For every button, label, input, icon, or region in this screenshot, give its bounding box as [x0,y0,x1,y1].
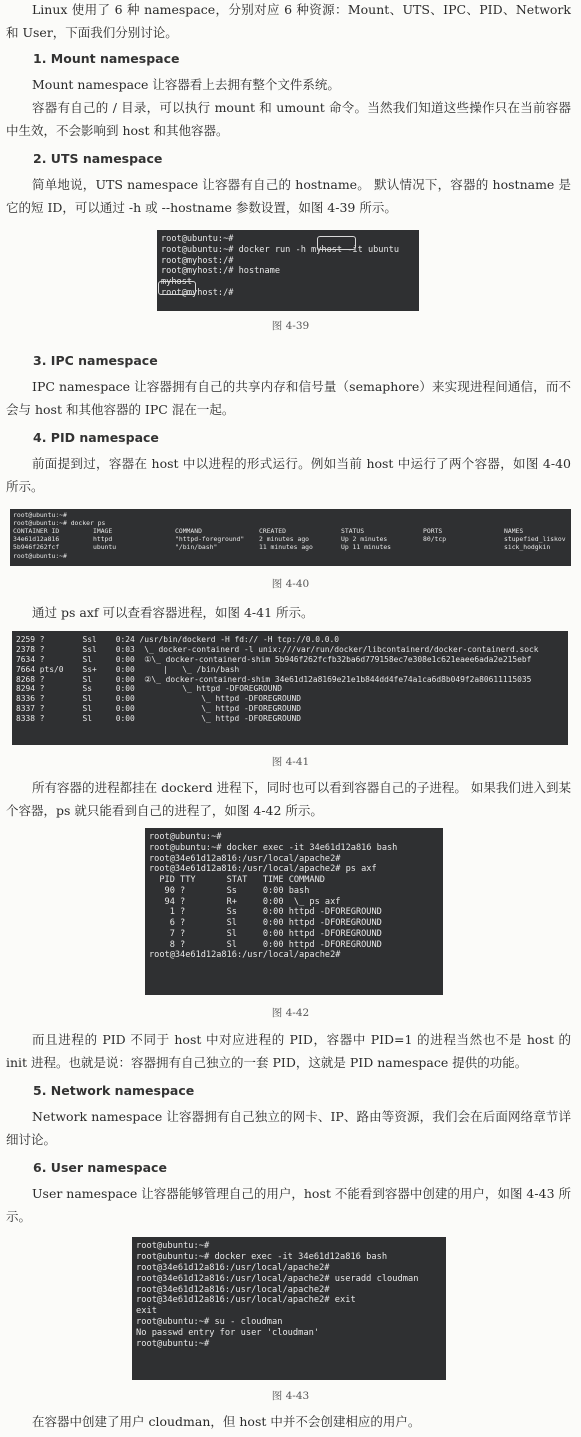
terminal-line: root@myhost:/# [161,255,234,266]
table-cell: ubuntu [93,543,117,551]
terminal-line: root@34e61d12a816:/usr/local/apache2# [136,1284,330,1295]
terminal-line: 8 ? Sl 0:00 httpd -DFOREGROUND [149,939,382,950]
terminal-line: root@34e61d12a816:/usr/local/apache2# [136,1262,330,1273]
terminal-line: 8337 ? Sl 0:00 \_ httpd -DFOREGROUND [16,704,302,714]
terminal-figure-4-43 [132,1237,446,1380]
heading-mount: 1. Mount namespace [33,51,180,66]
column-header: CREATED [259,527,286,535]
terminal-line: 2378 ? Ssl 0:03 \_ docker-containerd -l unix:///var/run/docker/libcontainerd/docker-containerd.sock [16,644,539,654]
terminal-figure-4-42 [145,828,443,995]
table-cell: Up 2 minutes [341,535,388,543]
heading-user: 6. User namespace [33,1160,167,1175]
figure-caption-4-40: 图 4-40 [271,578,310,590]
prompt-line: root@ubuntu:~# [13,552,67,560]
column-header: STATUS [341,527,365,535]
table-cell: 2 minutes ago [259,535,310,543]
figure-caption-4-41: 图 4-41 [271,756,310,768]
terminal-line: 8268 ? Sl 0:00 ②\_ docker-containerd-shim 34e61d12a8169e21e1b844dd4fe74a1ca6d8b049f2a80611115035 [16,674,532,684]
terminal-line: No passwd entry for user 'cloudman' [136,1328,320,1338]
column-header: IMAGE [93,527,113,535]
terminal-line: 2259 ? Ssl 0:24 /usr/bin/dockerd -H fd:// -H tcp://0.0.0.0 [16,635,340,644]
figure-caption-4-39: 图 4-39 [271,320,310,332]
heading-pid: 4. PID namespace [33,430,159,445]
table-cell: 80/tcp [423,535,447,543]
network-paragraph: Network namespace 让容器拥有自己独立的网卡、IP、路由等资源，我们会在后面网络章节详细讨论。 [6,1109,571,1147]
terminal-line: root@ubuntu:~# su - cloudman [136,1317,283,1328]
heading-uts: 2. UTS namespace [33,151,163,166]
highlight-box-option [317,236,356,250]
table-cell: 11 minutes ago [259,543,313,551]
pid-paragraph-1: 前面提到过，容器在 host 中以进程的形式运行。例如当前 host 中运行了两个容器，如图 4-40 所示。 [6,456,571,494]
final-paragraph: 在容器中创建了用户 cloudman，但 host 中并不会创建相应的用户。 [32,1414,421,1429]
table-cell: sick_hodgkin [504,543,551,551]
terminal-figure-4-41 [12,631,568,745]
mount-paragraph-1: Mount namespace 让容器看上去拥有整个文件系统。 [32,77,340,92]
table-cell: "/bin/bash" [175,543,218,551]
ipc-paragraph: IPC namespace 让容器拥有自己的共享内存和信号量（semaphore）来实现进程间通信，而不会与 host 和其他容器的 IPC 混在一起。 [6,379,571,417]
terminal-line: 8338 ? Sl 0:00 \_ httpd -DFOREGROUND [16,714,302,723]
terminal-line: root@34e61d12a816:/usr/local/apache2# ps axf [149,864,377,875]
terminal-line: myhost [161,277,193,287]
user-paragraph: User namespace 让容器能够管理自己的用户，host 不能看到容器中创建的用户，如图 4-43 所示。 [6,1186,571,1224]
prompt-line: root@ubuntu:~# docker ps [13,519,106,527]
terminal-line: root@ubuntu:~# [136,1338,210,1349]
pid-paragraph-2: 通过 ps axf 可以查看容器进程，如图 4-41 所示。 [32,605,314,620]
terminal-figure-4-40 [10,509,571,566]
terminal-line: root@myhost:/# [161,287,234,298]
terminal-line: 94 ? R+ 0:00 \_ ps axf [149,896,341,907]
terminal-line: PID TTY STAT TIME COMMAND [149,875,325,885]
column-header: CONTAINER ID [13,527,60,535]
pid-paragraph-4: 而且进程的 PID 不同于 host 中对应进程的 PID，容器中 PID=1 的进程当然也不是 host 的 init 进程。也就是说：容器拥有自己独立的一套 PID，这就是 PID namespace 提供的功能。 [6,1032,571,1070]
table-cell: Up 11 minutes [341,543,392,551]
column-header: COMMAND [175,527,202,535]
figure-caption-4-43: 图 4-43 [271,1390,310,1402]
terminal-line: root@ubuntu:~# [161,234,234,244]
mount-paragraph-2: 容器有自己的 / 目录，可以执行 mount 和 umount 命令。当然我们知道这些操作只在当前容器中生效，不会影响到 host 和其他容器。 [6,100,571,138]
terminal-line: root@ubuntu:~# docker run -h myhost -it ubuntu [161,244,399,255]
column-header: NAMES [504,527,524,535]
terminal-line: root@myhost:/# hostname [161,266,280,277]
terminal-line: root@34e61d12a816:/usr/local/apache2# [149,950,341,961]
table-cell: 34e61d12a816 [13,535,60,543]
terminal-line: 6 ? Sl 0:00 httpd -DFOREGROUND [149,918,382,928]
terminal-line: root@ubuntu:~# docker exec -it 34e61d12a816 bash [136,1251,388,1262]
terminal-line: root@34e61d12a816:/usr/local/apache2# exit [136,1295,356,1306]
heading-network: 5. Network namespace [33,1083,195,1098]
terminal-line: 8336 ? Sl 0:00 \_ httpd -DFOREGROUND [16,694,302,704]
table-cell: "httpd-foreground" [175,535,245,543]
intro-paragraph: Linux 使用了 6 种 namespace，分别对应 6 种资源：Mount、UTS、IPC、PID、Network 和 User，下面我们分别讨论。 [6,2,571,40]
terminal-line: root@ubuntu:~# docker exec -it 34e61d12a816 bash [149,842,398,853]
heading-ipc: 3. IPC namespace [33,353,158,368]
uts-paragraph: 简单地说，UTS namespace 让容器有自己的 hostname。 默认情况下，容器的 hostname 是它的短 ID，可以通过 -h 或 --hostname 参数设置，如图 4-39 所示。 [6,177,571,215]
terminal-line: exit [136,1306,157,1317]
table-cell: httpd [93,535,113,543]
terminal-line: 90 ? Ss 0:00 bash [149,885,310,896]
column-header: PORTS [423,527,443,535]
table-cell: 5b946f262fcf [13,543,60,551]
terminal-line: root@ubuntu:~# [136,1241,210,1251]
terminal-line: 7634 ? Sl 0:00 ①\_ docker-containerd-shim 5b946f262fcfb32ba6d779158ec7e308e1c621eaee6ada2e215ebf [16,654,532,664]
terminal-line: root@ubuntu:~# [149,832,222,842]
figure-caption-4-42: 图 4-42 [271,1007,310,1019]
pid-paragraph-3: 所有容器的进程都挂在 dockerd 进程下，同时也可以看到容器自己的子进程。 如果我们进入到某个容器，ps 就只能看到自己的进程了，如图 4-42 所示。 [6,780,571,818]
prompt-line: root@ubuntu:~# [13,511,67,519]
terminal-line: root@34e61d12a816:/usr/local/apache2# useradd cloudman [136,1273,419,1284]
terminal-figure-4-39 [157,230,419,311]
table-cell: stupefied_liskov [504,535,566,543]
terminal-line: 8294 ? Ss 0:00 \_ httpd -DFOREGROUND [16,684,283,694]
terminal-line: 7664 pts/0 Ss+ 0:00 | \_ /bin/bash [16,664,240,674]
highlight-box-output [158,281,196,295]
terminal-line: 7 ? Sl 0:00 httpd -DFOREGROUND [149,928,382,939]
terminal-line: 1 ? Ss 0:00 httpd -DFOREGROUND [149,907,382,918]
terminal-line: root@34e61d12a816:/usr/local/apache2# [149,853,341,864]
